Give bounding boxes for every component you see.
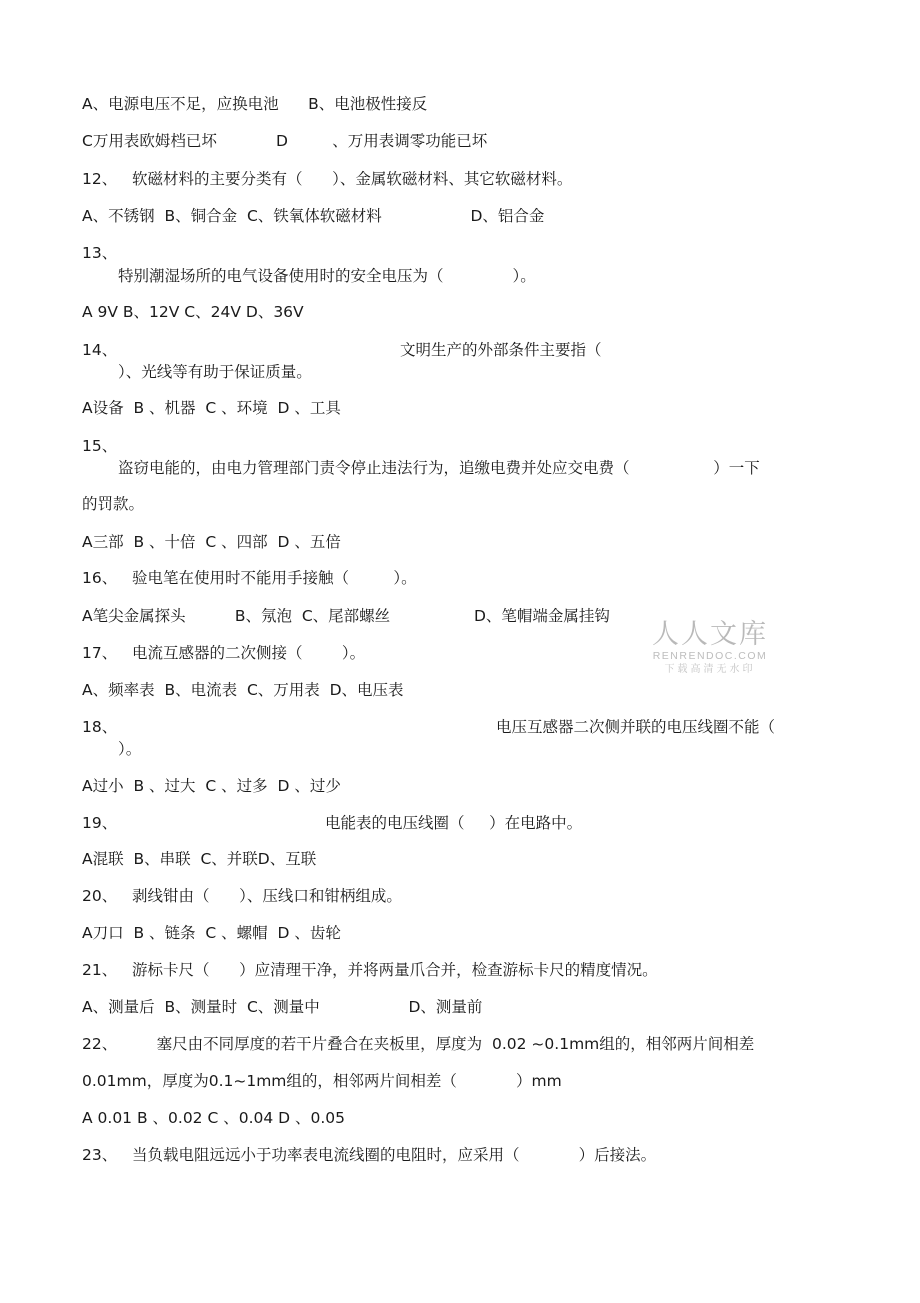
watermark (646, 620, 774, 677)
text-line-q21-options: A、测量后 B、测量时 C、测量中 D、测量前 (82, 998, 483, 1016)
text-line-q18-options: A过小 B 、过大 C 、过多 D 、过少 (82, 777, 341, 795)
text-line-q12-options: A、不锈钢 B、铜合金 C、铁氧体软磁材料 D、铝合金 (82, 207, 545, 225)
text-line-q15-question-cont: 的罚款。 (82, 495, 145, 513)
text-line-q17-question: 17、 电流互感器的二次侧接（ ）。 (82, 644, 366, 662)
text-line-q22-question: 22、 塞尺由不同厚度的若干片叠合在夹板里，厚度为 0.02 ~0.1mm组的，相邻两片间相差 (82, 1035, 755, 1053)
text-line-q17-options: A、频率表 B、电流表 C、万用表 D、电压表 (82, 681, 404, 699)
text-line-q18-question-cont: ）。 (118, 740, 142, 758)
text-line-q12-question: 12、 软磁材料的主要分类有（ ）、金属软磁材料、其它软磁材料。 (82, 170, 573, 188)
text-line-q13-options: A 9V B、12V C、24V D、36V (82, 303, 304, 321)
text-line-q19-number: 19、 (82, 814, 118, 832)
watermark-site: RENRENDOC.COM (652, 650, 768, 662)
text-line-q15-question: 盗窃电能的，由电力管理部门责令停止违法行为，追缴电费并处应交电费（ ）一下 (118, 459, 760, 477)
text-line-q22-options: A 0.01 B 、0.02 C 、0.04 D 、0.05 (82, 1109, 346, 1127)
text-line-q14-question-cont: ）、光线等有助于保证质量。 (118, 363, 312, 381)
text-line-q18-number: 18、 (82, 718, 118, 736)
watermark-title: 人人文库 (652, 619, 768, 650)
text-line-q14-options: A设备 B 、机器 C 、环境 D 、工具 (82, 399, 341, 417)
text-line-q15-options: A三部 B 、十倍 C 、四部 D 、五倍 (82, 533, 341, 551)
text-line-q23-question: 23、 当负载电阻远远小于功率表电流线圈的电阻时，应采用（ ）后接法。 (82, 1146, 657, 1164)
text-line-q20-question: 20、 剥线钳由（ ）、压线口和钳柄组成。 (82, 887, 402, 905)
text-line-q21-question: 21、 游标卡尺（ ）应清理干净，并将两量爪合并，检查游标卡尺的精度情况。 (82, 961, 658, 979)
text-line-q19-options: A混联 B、串联 C、并联D、互联 (82, 850, 317, 868)
text-line-q15-number: 15、 (82, 437, 118, 455)
text-line-q14-number: 14、 (82, 341, 118, 359)
text-line-q13-question: 特别潮湿场所的电气设备使用时的安全电压为（ ）。 (118, 267, 536, 285)
text-line-q14-question: 文明生产的外部条件主要指（ (400, 341, 602, 359)
text-line-q11-options-cd: C万用表欧姆档已坏 D 、万用表调零功能已坏 (82, 132, 488, 150)
text-line-q13-number: 13、 (82, 244, 118, 262)
text-line-q18-question: 电压互感器二次侧并联的电压线圈不能（ (496, 718, 776, 736)
text-line-q22-question-cont: 0.01mm，厚度为0.1~1mm组的，相邻两片间相差（ ）mm (82, 1072, 562, 1090)
text-line-q16-options: A笔尖金属探头 B、氖泡 C、尾部螺丝 D、笔帽端金属挂钩 (82, 607, 610, 625)
text-line-q20-options: A刀口 B 、链条 C 、螺帽 D 、齿轮 (82, 924, 341, 942)
text-line-q19-question: 电能表的电压线圈（ ）在电路中。 (325, 814, 583, 832)
watermark-slogan: 下载高清无水印 (664, 664, 756, 675)
text-line-q16-question: 16、 验电笔在使用时不能用手接触（ ）。 (82, 569, 417, 587)
text-line-q11-options-ab: A、电源电压不足，应换电池 B、电池极性接反 (82, 95, 428, 113)
